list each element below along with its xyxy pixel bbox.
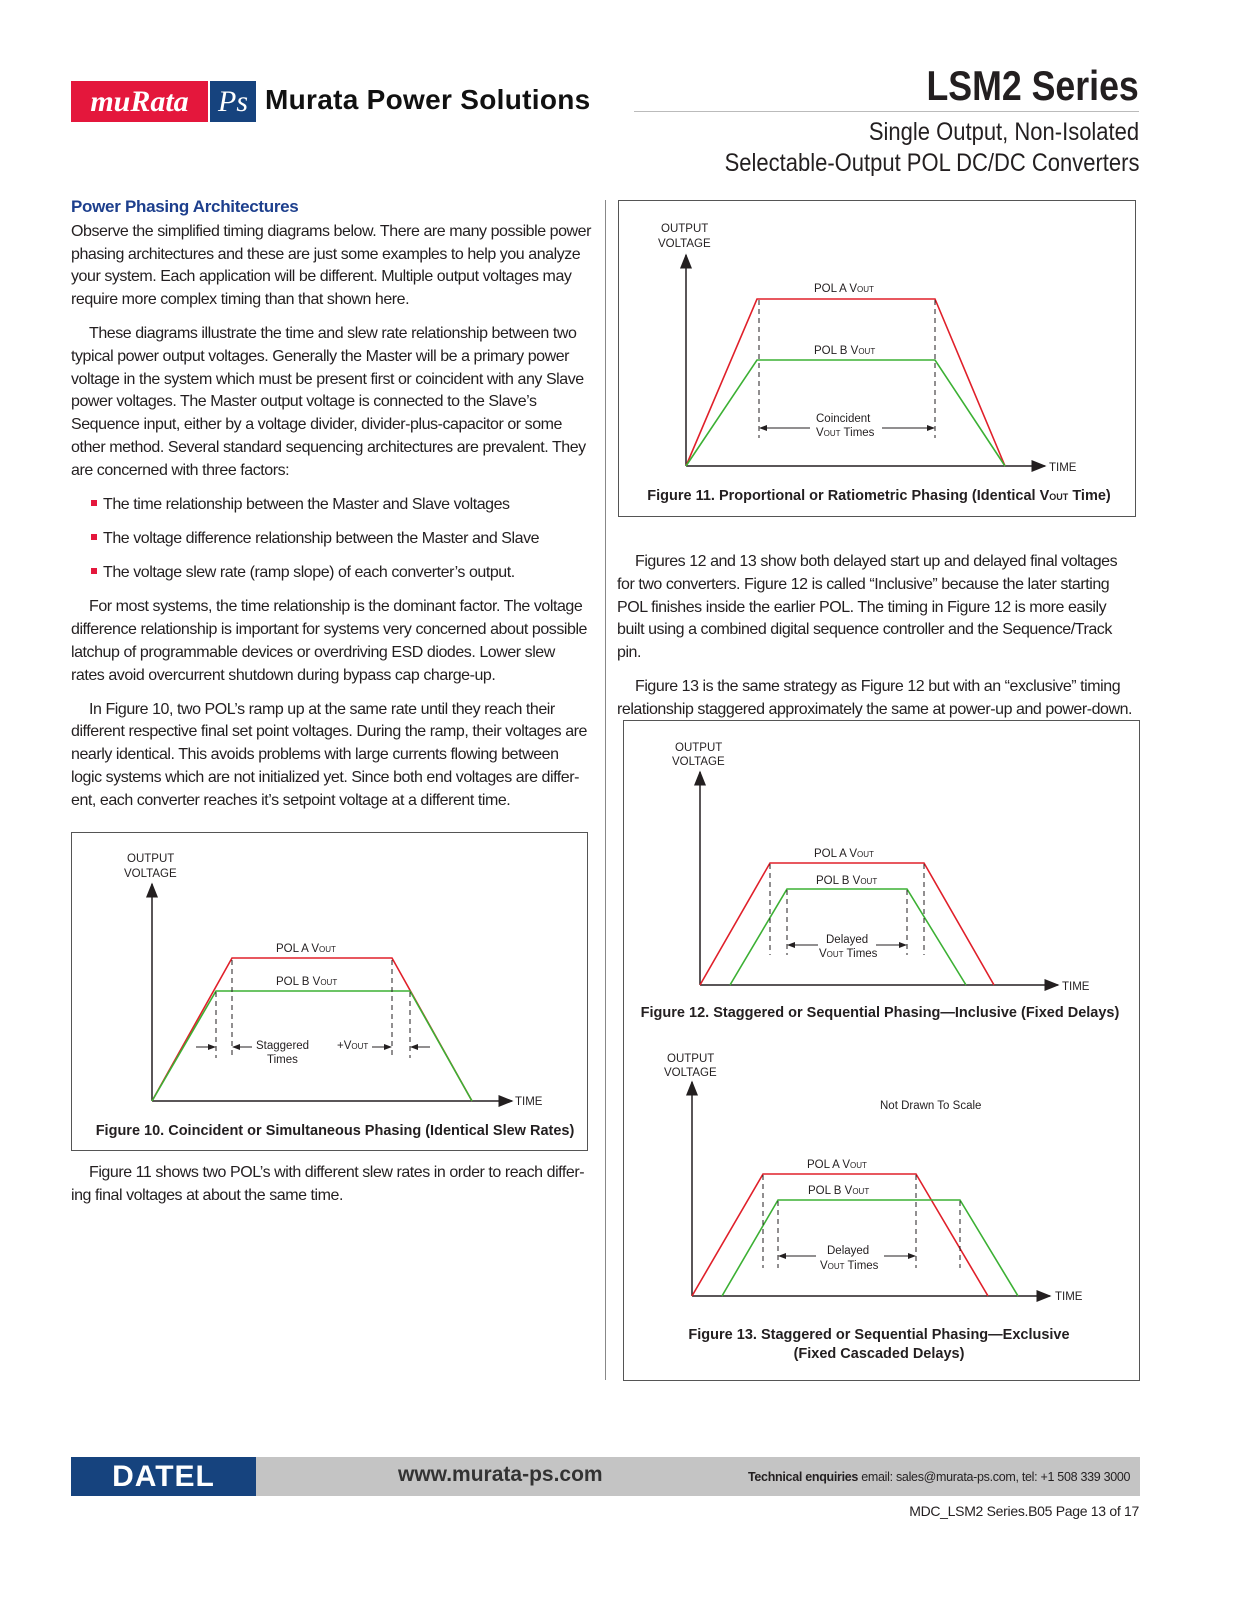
- figure-13-caption-2: (Fixed Cascaded Delays): [793, 1346, 965, 1362]
- contact-details: email: sales@murata-ps.com, tel: +1 508 339 3000: [858, 1470, 1131, 1484]
- fig10-times-label: Times: [267, 1054, 298, 1066]
- subtitle-line-1: Single Output, Non-Isolated: [868, 118, 1139, 146]
- fig10-y-label: OUTPUT: [127, 853, 175, 865]
- list-item: The time relationship between the Master and Slave voltages: [103, 494, 591, 517]
- fig12-note: Delayed: [826, 934, 869, 946]
- paragraph: For most systems, the time relationship is the dominant factor. The voltage difference relationship is important for systems very concerned about possible latchup of programmable devices or overdriving ESD diodes. Lower slew rates avoid overcurrent shutdown during bypass cap charge-up.: [71, 598, 587, 684]
- fig13-pol-b-label: POL B VOUT: [808, 1185, 870, 1197]
- fig13-note: Delayed: [827, 1245, 870, 1257]
- fig10-x-label: TIME: [515, 1096, 543, 1108]
- paragraph: Figures 12 and 13 show both delayed start up and delayed final voltages for two converters. Figure 12 is called “Inclusive” because the later starting POL finishes inside the earlier POL. The timing in Figure 12 is more easily built using a combined digital sequence controller and the Sequence/Track pin.: [617, 553, 1118, 662]
- fig10-y-label-2: VOLTAGE: [124, 868, 177, 880]
- paragraph: Figure 11 shows two POL’s with different slew rates in order to reach differ-ing final voltages at about the same time.: [71, 1164, 585, 1204]
- fig13-pol-b-trace: [722, 1200, 1018, 1296]
- fig12-x-label: TIME: [1062, 981, 1090, 993]
- fig13-y-label-2: VOLTAGE: [664, 1067, 717, 1079]
- fig12-note-2: VOUT Times: [819, 948, 878, 960]
- fig10-staggered-label: Staggered: [256, 1040, 310, 1052]
- page-title: LSM2 Series: [926, 62, 1139, 109]
- fig10-pol-b-label: POL B VOUT: [276, 976, 338, 988]
- fig11-note: Coincident: [816, 413, 871, 425]
- section-heading: Power Phasing Architectures: [71, 197, 299, 216]
- fig11-y-label-2: VOLTAGE: [658, 238, 711, 250]
- paragraph: These diagrams illustrate the time and slew rate relationship between two typical power output voltages. Generally the Master will be a primary power voltage in the system which must be present first or coincident with any Slave power voltages. The Master output voltage is connected to the Slave’s Sequence input, either by a voltage divider, divider-plus-capacitor or some other method. Several standard sequencing architectures are prevalent. They are concerned with three factors:: [71, 324, 586, 479]
- fig11-x-label: TIME: [1049, 462, 1077, 474]
- subtitle-line-2: Selectable-Output POL DC/DC Converters: [724, 149, 1139, 177]
- fig13-y-label: OUTPUT: [667, 1053, 715, 1065]
- fig11-y-label: OUTPUT: [661, 223, 709, 235]
- fig13-pol-a-label: POL A VOUT: [807, 1159, 867, 1171]
- fig12-pol-a-label: POL A VOUT: [814, 848, 874, 860]
- fig12-pol-b-label: POL B VOUT: [816, 875, 878, 887]
- figure-11-caption: Figure 11. Proportional or Ratiometric Phasing (Identical VOUT Time): [647, 488, 1111, 504]
- fig13-scale-note: Not Drawn To Scale: [880, 1100, 982, 1112]
- fig12-y-label-2: VOLTAGE: [672, 756, 725, 768]
- murata-logo: muRata: [71, 81, 208, 122]
- fig10-vout-label: +VOUT: [337, 1040, 369, 1052]
- contact-label: Technical enquiries: [748, 1470, 859, 1484]
- figure-13-caption: Figure 13. Staggered or Sequential Phasing—Exclusive: [688, 1327, 1070, 1343]
- paragraph: In Figure 10, two POL’s ramp up at the same rate until they reach their different respective final set point voltages. During the ramp, their voltages are nearly identical. This avoids problems with large currents flowing between logic systems which are not initialized yet. Since both end voltages are differ-ent, each converter reaches it’s setpoint voltage at a different time.: [71, 700, 587, 809]
- website-link[interactable]: www.murata-ps.com: [398, 1463, 603, 1486]
- brand-name: Murata Power Solutions: [265, 84, 591, 115]
- datel-logo: DATEL: [71, 1457, 256, 1496]
- paragraph: Observe the simplified timing diagrams below. There are many possible power phasing architectures and these are just some examples to help you analyze your system. Each application will be different. Multiple output voltages may require more complex timing than that shown here.: [71, 222, 591, 309]
- fig11-pol-b-label: POL B VOUT: [814, 345, 876, 357]
- page-number: MDC_LSM2 Series.B05 Page 13 of 17: [909, 1503, 1139, 1519]
- paragraph: Figure 13 is the same strategy as Figure 12 but with an “exclusive” timing relationship staggered approximately the same at power-up and power-down.: [617, 677, 1133, 718]
- fig11-pol-a-trace: [686, 299, 1005, 466]
- figure-10-caption: Figure 10. Coincident or Simultaneous Phasing (Identical Slew Rates): [95, 1123, 575, 1139]
- fig13-note-2: VOUT Times: [820, 1260, 879, 1272]
- ps-logo: Ps: [210, 81, 256, 122]
- fig11-note-2: VOUT Times: [816, 427, 875, 439]
- fig12-y-label: OUTPUT: [675, 742, 723, 754]
- fig10-pol-b-trace: [152, 991, 472, 1101]
- fig13-x-label: TIME: [1055, 1291, 1083, 1303]
- list-item: The voltage difference relationship between the Master and Slave: [103, 528, 591, 551]
- fig11-pol-a-label: POL A VOUT: [814, 283, 874, 295]
- fig10-pol-a-label: POL A VOUT: [276, 943, 336, 955]
- figure-12-caption: Figure 12. Staggered or Sequential Phasing—Inclusive (Fixed Delays): [640, 1005, 1120, 1021]
- list-item: The voltage slew rate (ramp slope) of each converter’s output.: [103, 562, 591, 585]
- contact-info: [748, 1470, 1130, 1484]
